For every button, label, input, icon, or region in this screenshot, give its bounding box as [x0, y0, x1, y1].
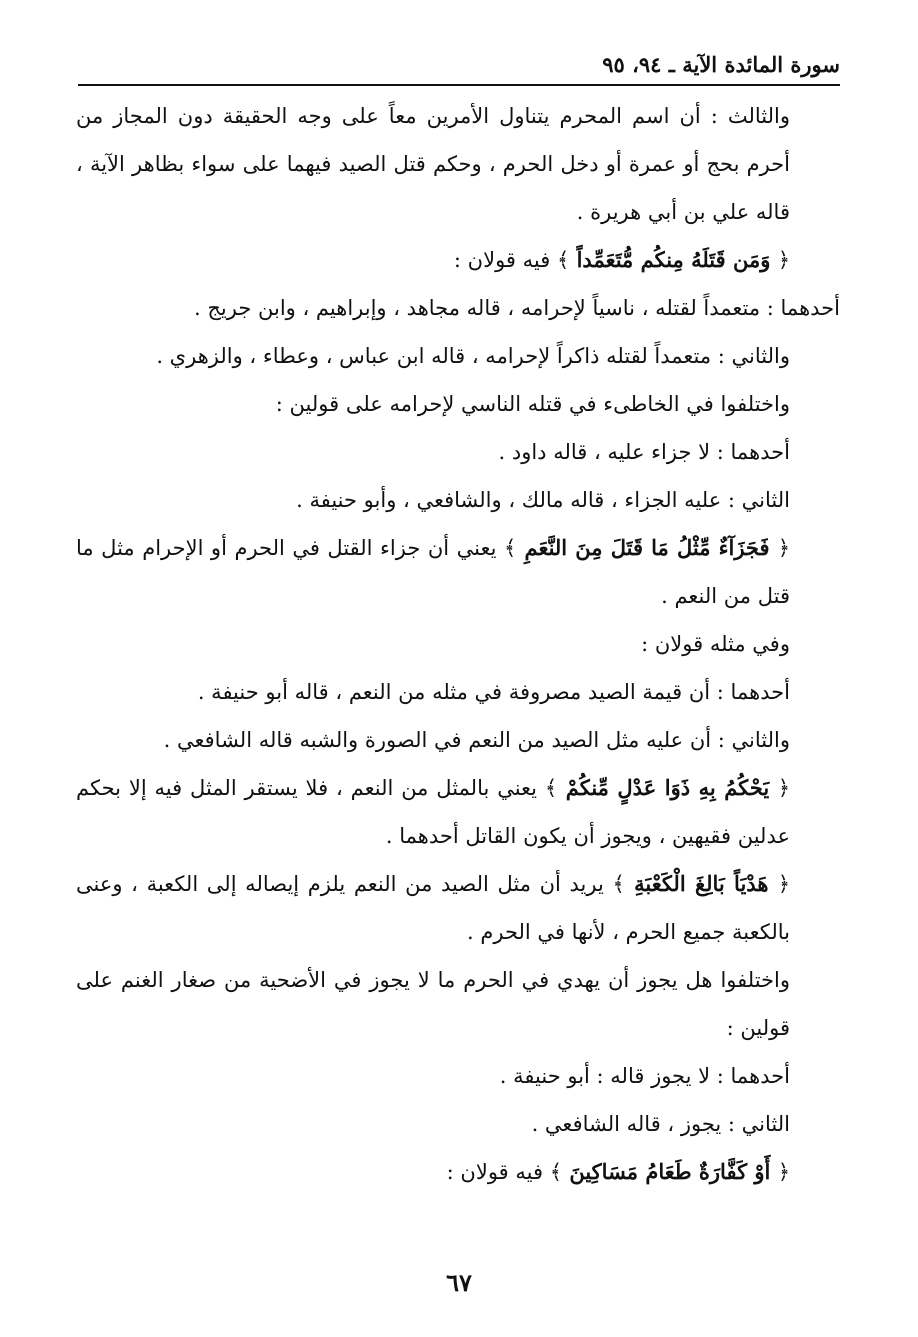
quran-verse-1: ﴿ وَمَن قَتَلَهُ مِنكُم مُّتَعَمِّداً ﴾	[556, 247, 790, 272]
paragraph-5: واختلفوا في الخاطىء في قتله الناسي لإحرامه على قولين :	[275, 392, 790, 416]
paragraph-11: والثاني : أن عليه مثل الصيد من النعم في الصورة والشبه قاله الشافعي .	[163, 728, 790, 752]
page-number: ٦٧	[446, 1268, 472, 1297]
paragraph-8: ﴿ فَجَزَآءٌ مِّثْلُ مَا قَتَلَ مِنَ النَّعَمِ ﴾ يعني أن جزاء القتل في الحرم أو الإحرام مثل ما قتل من النعم .	[76, 535, 790, 608]
quran-verse-2: ﴿ فَجَزَآءٌ مِّثْلُ مَا قَتَلَ مِنَ النَّعَمِ ﴾	[503, 535, 790, 560]
paragraph-3: أحدهما : متعمداً لقتله ، ناسياً لإحرامه ، قاله مجاهد ، وإبراهيم ، وابن جريج .	[194, 296, 840, 320]
header-rule	[78, 84, 840, 86]
paragraph-2: ﴿ وَمَن قَتَلَهُ مِنكُم مُّتَعَمِّداً ﴾ فيه قولان :	[453, 247, 790, 272]
paragraph-7: الثاني : عليه الجزاء ، قاله مالك ، والشافعي ، وأبو حنيفة .	[296, 488, 790, 512]
paragraph-10: أحدهما : أن قيمة الصيد مصروفة في مثله من النعم ، قاله أبو حنيفة .	[197, 680, 790, 704]
paragraph-16: الثاني : يجوز ، قاله الشافعي .	[531, 1112, 790, 1136]
paragraph-17: ﴿ أَوْ كَفَّارَةٌ طَعَامُ مَسَاكِينَ ﴾ فيه قولان :	[446, 1159, 790, 1184]
quran-verse-5: ﴿ أَوْ كَفَّارَةٌ طَعَامُ مَسَاكِينَ ﴾	[549, 1159, 790, 1184]
paragraph-9: وفي مثله قولان :	[641, 632, 790, 656]
paragraph-1: والثالث : أن اسم المحرم يتناول الأمرين معاً على وجه الحقيقة دون المجاز من أحرم بحج أو عمرة أو دخل الحرم ، وحكم قتل الصيد فيهما على سواء بظاهر الآية ، قاله علي بن أبي هريرة .	[76, 104, 790, 224]
paragraph-15: أحدهما : لا يجوز قاله : أبو حنيفة .	[499, 1064, 790, 1088]
running-header: سورة المائدة الآية ـ ٩٤، ٩٥	[602, 52, 840, 77]
paragraph-4: والثاني : متعمداً لقتله ذاكراً لإحرامه ، قاله ابن عباس ، وعطاء ، والزهري .	[156, 344, 790, 368]
paragraph-13: ﴿ هَدْيَاً بَالِغَ الْكَعْبَةِ ﴾ يريد أن مثل الصيد من النعم يلزم إيصاله إلى الكعبة ، وعنى بالكعبة جميع الحرم ، لأنها في الحرم .	[76, 871, 791, 944]
paragraph-6: أحدهما : لا جزاء عليه ، قاله داود .	[498, 440, 790, 464]
quran-verse-4: ﴿ هَدْيَاً بَالِغَ الْكَعْبَةِ ﴾	[612, 871, 791, 896]
page-body	[76, 92, 840, 1196]
paragraph-12: ﴿ يَحْكُمُ بِهِ ذَوَا عَدْلٍ مِّنكُمْ ﴾ يعني بالمثل من النعم ، فلا يستقر المثل فيه إلا بحكم عدلين فقيهين ، ويجوز أن يكون القاتل أحدهما .	[76, 775, 791, 848]
quran-verse-3: ﴿ يَحْكُمُ بِهِ ذَوَا عَدْلٍ مِّنكُمْ ﴾	[544, 775, 791, 800]
paragraph-14: واختلفوا هل يجوز أن يهدي في الحرم ما لا يجوز في الأضحية من صغار الغنم على قولين :	[76, 968, 790, 1040]
